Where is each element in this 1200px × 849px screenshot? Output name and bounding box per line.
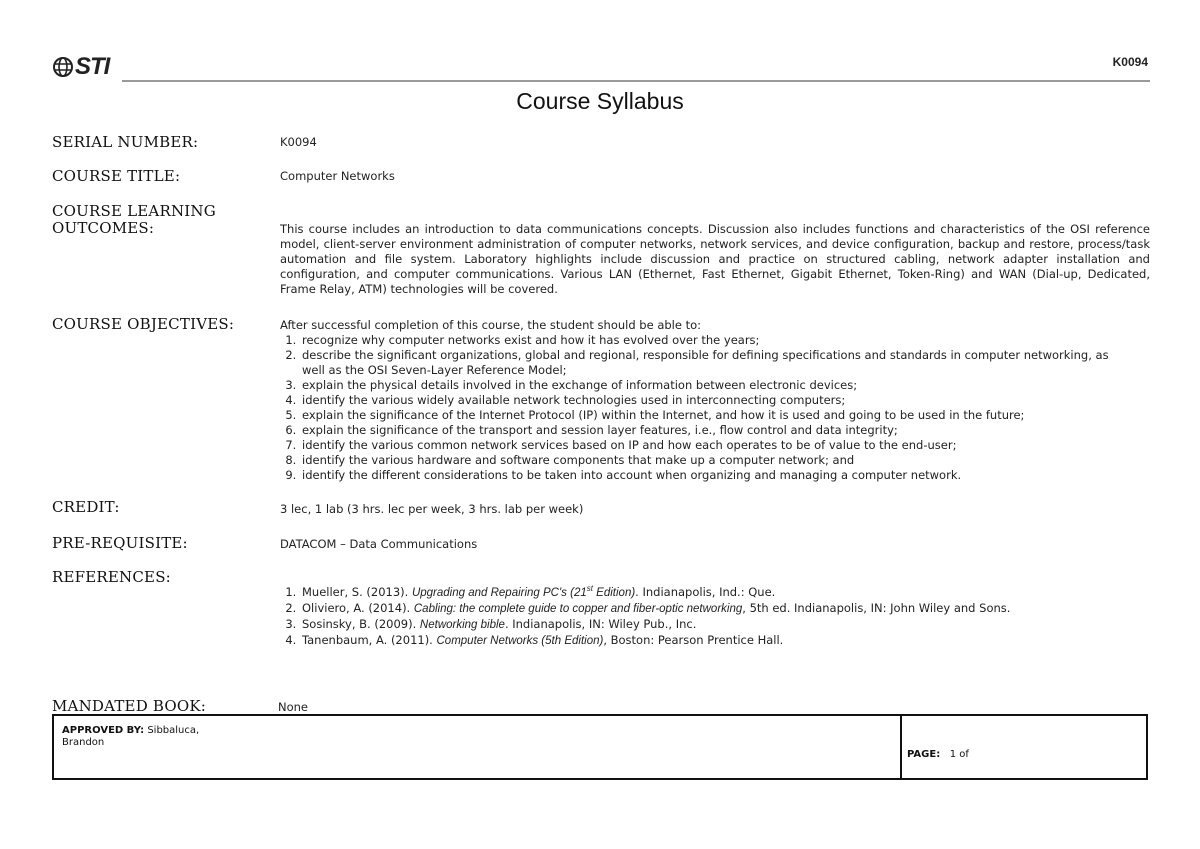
reference-title-end: Edition) [592,587,636,599]
reference-publisher: . Indianapolis, IN: Wiley Pub., Inc. [504,617,697,631]
footer-divider [900,716,902,778]
page-number [907,749,969,760]
reference-title-text: Upgrading and Repairing PC's (21 [411,587,587,599]
references-section [280,585,1150,649]
approved-by [62,725,232,749]
objective-item: 7. identify the various common network services based on IP and how each operates to be of value to the end-user; [300,438,1120,453]
course-title-label: COURSE TITLE: [52,167,181,185]
sti-logo [52,52,116,82]
objective-item: 4. identify the various widely available network technologies used in interconnecting computers; [300,393,1120,408]
reference-item [300,617,1150,633]
page-title: Course Syllabus [516,88,684,114]
objective-item: 2. describe the significant organizations, global and regional, responsible for defining specifications and standards in computer networking, as well as the OSI Seven-Layer Reference Model; [300,348,1120,378]
learning-outcomes-label-line1: COURSE LEARNING [52,202,216,220]
objectives-label: COURSE OBJECTIVES: [52,315,235,333]
prerequisite-label: PRE-REQUISITE: [52,534,188,552]
objective-item: 8. identify the various hardware and software components that make up a computer network; and [300,453,1120,468]
objectives-list [280,333,1120,483]
objective-item: 5. explain the significance of the Internet Protocol (IP) within the Internet, and how it is used and going to be used in the future; [300,408,1152,423]
reference-author: Oliviero, A. (2014). [302,601,414,615]
learning-outcomes-text: This course includes an introduction to data communications concepts. Discussion also includes functions and characteristics of the OSI reference model, client-server environment administration of computer networks, network services, and device configuration, backup and restore, process/task automation and file system. Laboratory highlights include discussion and practice on structured cabling, network adapter installation and configuration, and computer communications. Various LAN (Ethernet, Fast Ethernet, Gigabit Ethernet, Token-Ring) and WAN (Dial-up, Dedicated, Frame Relay, ATM) technologies will be covered. [280,222,1150,296]
header-rule [122,80,1150,82]
prerequisite-value: DATACOM – Data Communications [280,537,478,551]
learning-outcomes-label-line2: OUTCOMES: [52,219,155,237]
page-value: 1 of [949,749,969,760]
reference-publisher: , 5th ed. Indianapolis, IN: John Wiley and Sons. [742,601,1011,615]
approved-by-label: APPROVED BY: [62,725,145,736]
reference-item [300,633,1150,649]
learning-outcomes-label [52,203,216,237]
serial-number-value: K0094 [280,135,317,149]
reference-author: Sosinsky, B. (2009). [302,617,420,631]
mandated-book-label: MANDATED BOOK: [52,697,207,715]
reference-item [300,601,1150,617]
reference-author: Mueller, S. (2013). [302,585,412,599]
objective-item: 9. identify the different considerations to be taken into account when organizing and managing a computer network. [300,468,1120,483]
references-label: REFERENCES: [52,568,171,586]
approved-by-value: Sibbaluca, Brandon [62,725,200,748]
reference-publisher: . Indianapolis, Ind.: Que. [635,585,776,599]
reference-title: Networking bible [419,619,505,631]
reference-title [411,584,636,599]
globe-icon [52,56,74,78]
reference-title-sup: st [586,584,593,594]
course-title-value: Computer Networks [280,169,395,183]
page-label: PAGE: [907,749,941,760]
reference-author: Tanenbaum, A. (2011). [302,633,437,647]
reference-item [300,585,1150,601]
objective-item: 1. recognize why computer networks exist and how it has evolved over the years; [300,333,1120,348]
serial-number-label: SERIAL NUMBER: [52,133,199,151]
objective-item: 6. explain the significance of the transport and session layer features, i.e., flow control and data integrity; [300,423,1120,438]
objectives-section [280,318,1150,483]
objective-item: 3. explain the physical details involved in the exchange of information between electronic devices; [300,378,1120,393]
credit-label: CREDIT: [52,498,120,516]
mandated-book-value: None [278,700,309,714]
reference-title: Cabling: the complete guide to copper and fiber-optic networking [413,603,743,615]
header-course-code: K0094 [1112,55,1148,69]
references-list [280,585,1150,649]
reference-title: Computer Networks (5th Edition) [436,635,604,647]
reference-publisher: , Boston: Pearson Prentice Hall. [603,633,784,647]
objectives-intro: After successful completion of this course, the student should be able to: [280,318,702,332]
approval-footer [52,714,1148,780]
credit-value: 3 lec, 1 lab (3 hrs. lec per week, 3 hrs. lab per week) [280,502,584,516]
logo-text: STI [75,53,110,80]
